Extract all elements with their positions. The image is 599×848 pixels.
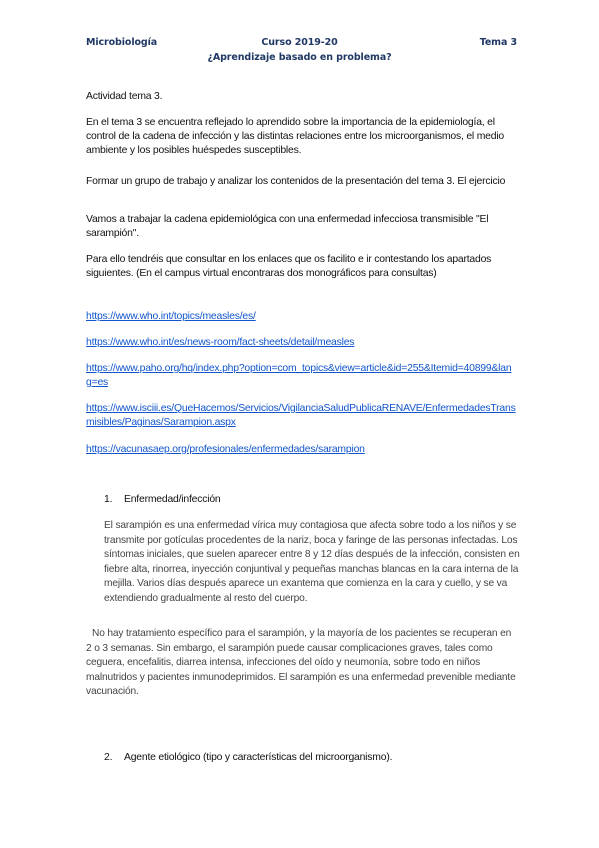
task-paragraph: Formar un grupo de trabajo y analizar los contenidos de la presentación del tema 3. El ejercicio — [86, 176, 506, 187]
link-isciii[interactable]: https://www.isciii.es/QueHacemos/Servicios/VigilanciaSaludPublicaRENAVE/EnfermedadesTransmisibles/Paginas/Sarampion.aspx — [86, 403, 516, 428]
section-2-title: Agente etiológico (tipo y características del microorganismo). — [124, 752, 393, 763]
section-2-number: 2. — [104, 752, 113, 763]
header-topic: Tema 3 — [479, 37, 517, 48]
intro-paragraph: En el tema 3 se encuentra reflejado lo aprendido sobre la importancia de la epidemiología, el control de la cadena de infección y las distintas relaciones entre los microorganismos, el medio ambiente y los posibles huéspedes susceptibles. — [86, 117, 505, 156]
section-1-paragraph-1: El sarampión es una enfermedad vírica muy contagiosa que afecta sobre todo a los niños y se transmite por gotículas procedentes de la nariz, boca y faringe de las personas infectadas. Los síntomas iniciales, que suelen aparecer entre 8 y 12 días después de la infección, consisten en fiebre alta, rinorrea, inyección conjuntival y pequeñas manchas blancas en la cara interna de la mejilla. Varios días después aparece un exantema que comienza en la cara y cuello, y se va extendiendo gradualmente al resto del cuerpo. — [104, 520, 520, 604]
header-subtitle: ¿Aprendizaje basado en problema? — [207, 52, 392, 63]
section-1-number: 1. — [104, 494, 113, 505]
instructions-paragraph: Para ello tendréis que consultar en los enlaces que os facilito e ir contestando los apartados siguientes. (En el campus virtual encontraras dos monográficos para consultas) — [86, 254, 492, 279]
section-1-heading — [104, 493, 544, 507]
activity-title: Actividad tema 3. — [86, 91, 163, 102]
section-1-title: Enfermedad/infección — [124, 494, 221, 505]
section-1-paragraph-2: No hay tratamiento específico para el sarampión, y la mayoría de los pacientes se recuperan en 2 o 3 semanas. Sin embargo, el sarampión puede causar complicaciones graves, tales como ceguera, encefalitis, diarrea intensa, infecciones del oído y neumonía, sobre todo en niños malnutridos y pacientes inmunodeprimidos. El sarampión es una enfermedad prevenible mediante vacunación. — [86, 628, 516, 697]
header-subject: Microbiología — [86, 37, 158, 48]
header-course: Curso 2019-20 — [261, 37, 338, 48]
link-who-topics[interactable]: https://www.who.int/topics/measles/es/ — [86, 311, 256, 322]
section-2-heading — [104, 751, 534, 765]
link-paho[interactable]: https://www.paho.org/hq/index.php?option=com_topics&view=article&id=255&Itemid=40899&lang=es — [86, 363, 512, 388]
link-vacunasaep[interactable]: https://vacunasaep.org/profesionales/enfermedades/sarampion — [86, 444, 365, 455]
link-who-factsheet[interactable]: https://www.who.int/es/news-room/fact-sheets/detail/measles — [86, 337, 355, 348]
topic-paragraph: Vamos a trabajar la cadena epidemiológica con una enfermedad infecciosa transmisible "El sarampión". — [86, 214, 489, 239]
